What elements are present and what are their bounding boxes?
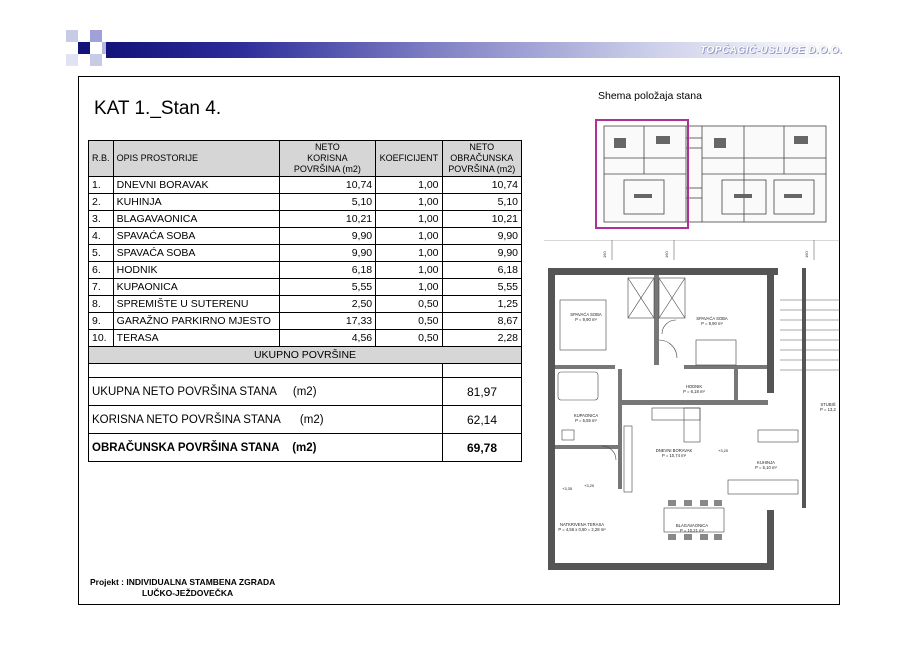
project-line-1: Projekt : INDIVIDUALNA STAMBENA ZGRADA <box>90 577 276 587</box>
table-row: 3. BLAGAVAONICA 10,21 1,00 10,21 <box>89 211 522 228</box>
plan-level: +3,20 <box>584 483 595 488</box>
total-row <box>89 378 522 406</box>
header-koeficijent: KOEFICIJENT <box>376 141 442 177</box>
company-brand: TOPČAGIĆ-USLUGE D.O.O. <box>700 45 843 56</box>
logo-square <box>90 54 102 66</box>
header-neto-obracunska: NETO OBRAČUNSKA POVRŠINA (m2) <box>442 141 521 177</box>
header-rb: R.B. <box>89 141 114 177</box>
plan-level: +3,35 <box>562 486 573 491</box>
total-unit: (m2) <box>292 441 317 454</box>
table-row: 1. DNEVNI BORAVAK 10,74 1,00 10,74 <box>89 177 522 194</box>
total-row <box>89 434 522 462</box>
svg-text:160: 160 <box>602 251 607 258</box>
total-label: OBRAČUNSKA POVRŠINA STANA <box>92 441 280 454</box>
plan-room-name: KUPAONICA <box>573 413 599 418</box>
table-row: 9. GARAŽNO PARKIRNO MJESTO 17,33 0,50 8,67 <box>89 313 522 330</box>
table-row: 4. SPAVAĆA SOBA 9,90 1,00 9,90 <box>89 228 522 245</box>
area-table <box>88 140 522 462</box>
plan-room-name: KUHINJA <box>757 460 775 465</box>
totals-heading: UKUPNO POVRŠINE <box>89 347 522 364</box>
scheme-label: Shema položaja stana <box>598 90 702 102</box>
position-scheme <box>594 118 836 230</box>
floor-plan <box>544 240 840 602</box>
total-row <box>89 406 522 434</box>
logo-square <box>90 30 102 42</box>
table-row: 2. KUHINJA 5,10 1,00 5,10 <box>89 194 522 211</box>
total-value: 69,78 <box>442 434 521 462</box>
plan-room-area: P = 9,90 m² <box>701 321 723 326</box>
table-row: 10. TERASA 4,56 0,50 2,28 <box>89 330 522 347</box>
logo-square <box>66 54 78 66</box>
plan-room-name: BLAGAVAONICA <box>675 523 709 528</box>
plan-label: STUBIŠ <box>820 402 836 407</box>
plan-room-name: HODNIK <box>685 384 703 389</box>
total-label: UKUPNA NETO POVRŠINA STANA <box>92 385 277 398</box>
table-row: 6. HODNIK 6,18 1,00 6,18 <box>89 262 522 279</box>
totals-heading-row <box>89 347 522 364</box>
project-line-2: LUČKO-JEŽDOVEČKA <box>142 588 234 598</box>
total-value: 81,97 <box>442 378 521 406</box>
header-neto-korisna: NETO KORISNA POVRŠINA (m2) <box>279 141 376 177</box>
project-info <box>90 577 275 599</box>
page-title: KAT 1._Stan 4. <box>94 98 222 119</box>
plan-room-area: P = 4,56 x 0,50 = 2,28 m² <box>558 527 606 532</box>
plan-room-name: NATKRIVENA TERASA <box>559 522 605 527</box>
table-header-row <box>89 141 522 177</box>
total-value: 62,14 <box>442 406 521 434</box>
header-opis: OPIS PROSTORIJE <box>113 141 279 177</box>
plan-room-area: P = 5,55 m² <box>575 418 597 423</box>
plan-room-name: SPAVAĆA SOBA <box>696 316 728 321</box>
table-row: 5. SPAVAĆA SOBA 9,90 1,00 9,90 <box>89 245 522 262</box>
plan-room-area: P = 6,18 m² <box>683 389 705 394</box>
plan-level: +3,20 <box>718 448 729 453</box>
total-unit: (m2) <box>292 385 317 398</box>
svg-text:160: 160 <box>664 251 669 258</box>
plan-room-area: P = 9,90 m² <box>575 317 597 322</box>
plan-room-name: SPAVAĆA SOBA <box>570 312 602 317</box>
plan-room-area: P = 10,21 m² <box>679 528 705 533</box>
svg-text:160: 160 <box>804 251 809 258</box>
logo-square <box>78 42 90 54</box>
table-row: 7. KUPAONICA 5,55 1,00 5,55 <box>89 279 522 296</box>
table-row: 8. SPREMIŠTE U SUTERENU 2,50 0,50 1,25 <box>89 296 522 313</box>
plan-label: P = 13,2 <box>820 407 836 412</box>
total-unit: (m2) <box>299 413 324 426</box>
plan-room-area: P = 10,74 m² <box>661 453 687 458</box>
logo-square <box>66 30 78 42</box>
plan-room-area: P = 5,10 m² <box>755 465 777 470</box>
plan-room-name: DNEVNI BORAVAK <box>655 448 693 453</box>
total-label: KORISNA NETO POVRŠINA STANA <box>92 413 281 426</box>
